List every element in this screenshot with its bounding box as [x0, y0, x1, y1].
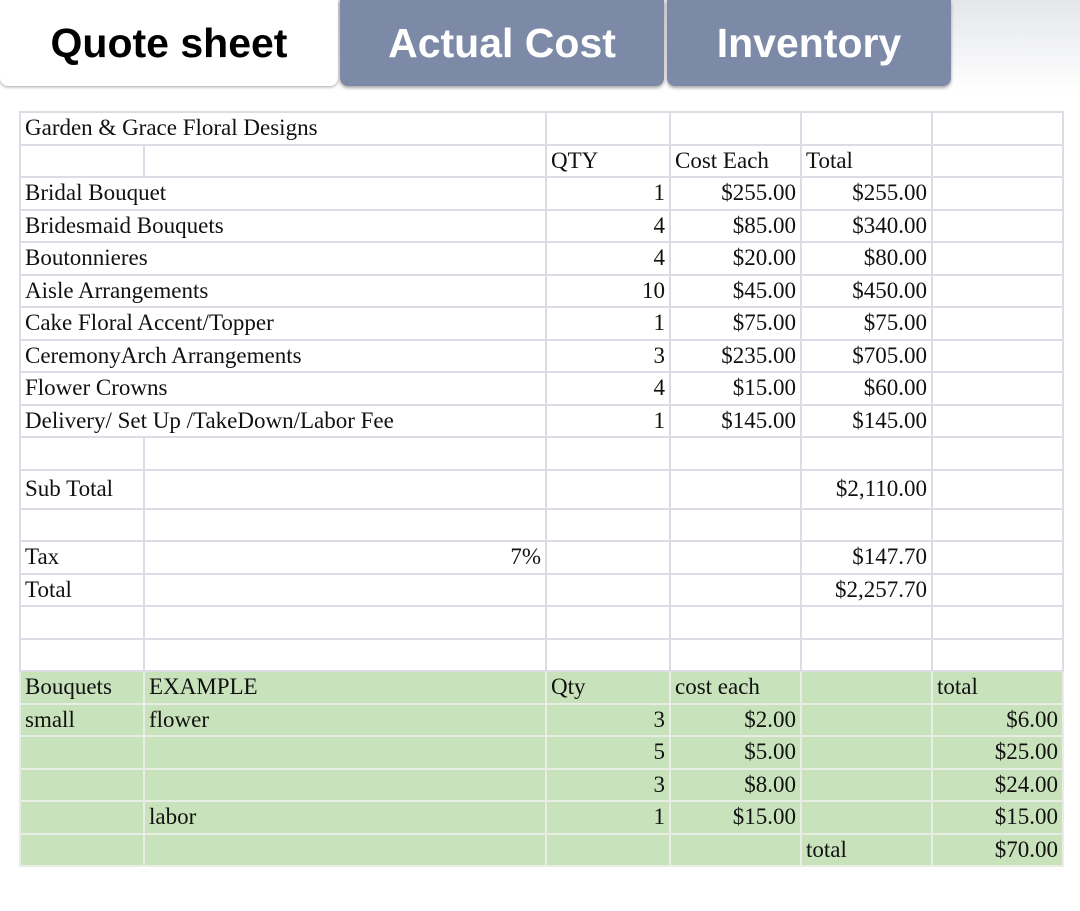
total-row: [20, 574, 1063, 607]
subtotal-value[interactable]: $2,110.00: [801, 470, 932, 509]
cell[interactable]: [20, 509, 144, 542]
item-total[interactable]: $255.00: [801, 177, 932, 210]
cell[interactable]: [932, 574, 1063, 607]
example-qty[interactable]: 3: [546, 769, 670, 802]
tab-actual-cost[interactable]: Actual Cost: [340, 0, 664, 86]
total-value[interactable]: $2,257.70: [801, 574, 932, 607]
cell[interactable]: [20, 437, 144, 470]
cell[interactable]: [932, 437, 1063, 470]
item-row: [20, 405, 1063, 438]
item-cost[interactable]: $255.00: [670, 177, 801, 210]
item-row: [20, 177, 1063, 210]
item-row: [20, 307, 1063, 340]
item-cost[interactable]: $45.00: [670, 275, 801, 308]
example-total-header[interactable]: total: [932, 671, 1063, 704]
example-total-value[interactable]: $70.00: [932, 834, 1063, 867]
cell[interactable]: [546, 834, 670, 867]
company-name[interactable]: Garden & Grace Floral Designs: [20, 112, 546, 145]
example-qty[interactable]: 3: [546, 704, 670, 737]
item-row: [20, 372, 1063, 405]
cell[interactable]: [670, 834, 801, 867]
example-qty[interactable]: 5: [546, 736, 670, 769]
subtotal-row: [20, 470, 1063, 509]
item-total[interactable]: $705.00: [801, 340, 932, 373]
example-total-row: [20, 834, 1063, 867]
item-qty[interactable]: 4: [546, 210, 670, 243]
qty-header[interactable]: QTY: [546, 145, 670, 178]
example-col1-header[interactable]: Bouquets: [20, 671, 144, 704]
item-qty[interactable]: 4: [546, 372, 670, 405]
item-qty[interactable]: 1: [546, 177, 670, 210]
cell[interactable]: [144, 834, 546, 867]
example-qty-header[interactable]: Qty: [546, 671, 670, 704]
cell[interactable]: [546, 541, 670, 574]
item-total[interactable]: $340.00: [801, 210, 932, 243]
cell[interactable]: [670, 112, 801, 145]
item-name[interactable]: Boutonnieres: [20, 242, 546, 275]
example-col1[interactable]: [20, 736, 144, 769]
cell[interactable]: [144, 574, 546, 607]
item-total[interactable]: $75.00: [801, 307, 932, 340]
item-qty[interactable]: 10: [546, 275, 670, 308]
cell[interactable]: [144, 509, 546, 542]
example-col2-header[interactable]: EXAMPLE: [144, 671, 546, 704]
item-name[interactable]: Bridal Bouquet: [20, 177, 546, 210]
tax-label[interactable]: Tax: [20, 541, 144, 574]
header-row: [20, 145, 1063, 178]
cell[interactable]: [801, 112, 932, 145]
cell[interactable]: [546, 437, 670, 470]
cell[interactable]: [670, 639, 801, 672]
cell[interactable]: [932, 606, 1063, 639]
table-row: [20, 437, 1063, 470]
item-total[interactable]: $145.00: [801, 405, 932, 438]
example-row: [20, 704, 1063, 737]
item-cost[interactable]: $235.00: [670, 340, 801, 373]
subtotal-label[interactable]: Sub Total: [20, 470, 144, 509]
cell[interactable]: [932, 509, 1063, 542]
table-row: [20, 112, 1063, 145]
cell[interactable]: [144, 145, 546, 178]
cell[interactable]: [801, 704, 932, 737]
tax-row: [20, 541, 1063, 574]
table-row: [20, 639, 1063, 672]
cell[interactable]: [801, 509, 932, 542]
cell[interactable]: [546, 509, 670, 542]
quote-spreadsheet: [19, 111, 1064, 867]
cell[interactable]: [144, 639, 546, 672]
total-header[interactable]: Total: [801, 145, 932, 178]
item-row: [20, 275, 1063, 308]
cell[interactable]: [932, 145, 1063, 178]
cell[interactable]: [801, 671, 932, 704]
item-qty[interactable]: 3: [546, 340, 670, 373]
item-cost[interactable]: $85.00: [670, 210, 801, 243]
item-total[interactable]: $80.00: [801, 242, 932, 275]
cell[interactable]: [932, 210, 1063, 243]
cell[interactable]: [932, 372, 1063, 405]
example-cost[interactable]: $5.00: [670, 736, 801, 769]
cell[interactable]: [670, 574, 801, 607]
cell[interactable]: [932, 541, 1063, 574]
cell[interactable]: [670, 606, 801, 639]
item-cost[interactable]: $75.00: [670, 307, 801, 340]
item-row: [20, 340, 1063, 373]
example-total[interactable]: $15.00: [932, 801, 1063, 834]
table-row: [20, 606, 1063, 639]
example-total[interactable]: $24.00: [932, 769, 1063, 802]
cell[interactable]: [801, 769, 932, 802]
total-label[interactable]: Total: [20, 574, 144, 607]
example-col2[interactable]: [144, 769, 546, 802]
cell[interactable]: [144, 470, 546, 509]
example-qty[interactable]: 1: [546, 801, 670, 834]
cell[interactable]: [20, 639, 144, 672]
cell[interactable]: [670, 437, 801, 470]
table-row: [20, 509, 1063, 542]
example-row: [20, 801, 1063, 834]
example-cost[interactable]: $15.00: [670, 801, 801, 834]
example-total[interactable]: $25.00: [932, 736, 1063, 769]
cell[interactable]: [546, 470, 670, 509]
example-col1[interactable]: small: [20, 704, 144, 737]
example-col1[interactable]: [20, 769, 144, 802]
item-row: [20, 242, 1063, 275]
example-row: [20, 769, 1063, 802]
cell[interactable]: [546, 574, 670, 607]
tax-value[interactable]: $147.70: [801, 541, 932, 574]
cell[interactable]: [932, 639, 1063, 672]
cell[interactable]: [932, 275, 1063, 308]
cell[interactable]: [20, 145, 144, 178]
item-name[interactable]: Bridesmaid Bouquets: [20, 210, 546, 243]
cell[interactable]: [801, 437, 932, 470]
cost-each-header[interactable]: Cost Each: [670, 145, 801, 178]
cell[interactable]: [144, 437, 546, 470]
example-header-row: [20, 671, 1063, 704]
cell[interactable]: [670, 470, 801, 509]
tab-quote-sheet[interactable]: Quote sheet: [0, 0, 338, 86]
item-cost[interactable]: $15.00: [670, 372, 801, 405]
cell[interactable]: [670, 541, 801, 574]
item-qty[interactable]: 1: [546, 307, 670, 340]
cell[interactable]: [932, 340, 1063, 373]
cell[interactable]: [801, 606, 932, 639]
cell[interactable]: [20, 606, 144, 639]
item-name[interactable]: CeremonyArch Arrangements: [20, 340, 546, 373]
example-col2[interactable]: labor: [144, 801, 546, 834]
item-name[interactable]: Cake Floral Accent/Topper: [20, 307, 546, 340]
example-col2[interactable]: [144, 736, 546, 769]
item-name[interactable]: Flower Crowns: [20, 372, 546, 405]
tab-inventory[interactable]: Inventory: [667, 0, 951, 86]
cell[interactable]: [932, 470, 1063, 509]
item-total[interactable]: $60.00: [801, 372, 932, 405]
cell[interactable]: [801, 801, 932, 834]
example-total-label[interactable]: total: [801, 834, 932, 867]
cell[interactable]: [20, 834, 144, 867]
example-col1[interactable]: [20, 801, 144, 834]
example-cost[interactable]: $8.00: [670, 769, 801, 802]
item-row: [20, 210, 1063, 243]
item-qty[interactable]: 1: [546, 405, 670, 438]
sheet-tab-bar: [0, 0, 1080, 92]
example-total[interactable]: $6.00: [932, 704, 1063, 737]
item-name[interactable]: Aisle Arrangements: [20, 275, 546, 308]
item-name[interactable]: Delivery/ Set Up /TakeDown/Labor Fee: [20, 405, 546, 438]
cell[interactable]: [801, 736, 932, 769]
cell[interactable]: [801, 639, 932, 672]
cell[interactable]: [932, 405, 1063, 438]
example-row: [20, 736, 1063, 769]
cell[interactable]: [546, 606, 670, 639]
cell[interactable]: [546, 639, 670, 672]
cell[interactable]: [546, 112, 670, 145]
cell[interactable]: [932, 242, 1063, 275]
example-cost[interactable]: $2.00: [670, 704, 801, 737]
example-cost-header[interactable]: cost each: [670, 671, 801, 704]
cell[interactable]: [670, 509, 801, 542]
item-cost[interactable]: $145.00: [670, 405, 801, 438]
tax-rate[interactable]: 7%: [144, 541, 546, 574]
example-col2[interactable]: flower: [144, 704, 546, 737]
item-total[interactable]: $450.00: [801, 275, 932, 308]
cell[interactable]: [144, 606, 546, 639]
cell[interactable]: [932, 177, 1063, 210]
cell[interactable]: [932, 112, 1063, 145]
cell[interactable]: [932, 307, 1063, 340]
item-cost[interactable]: $20.00: [670, 242, 801, 275]
item-qty[interactable]: 4: [546, 242, 670, 275]
